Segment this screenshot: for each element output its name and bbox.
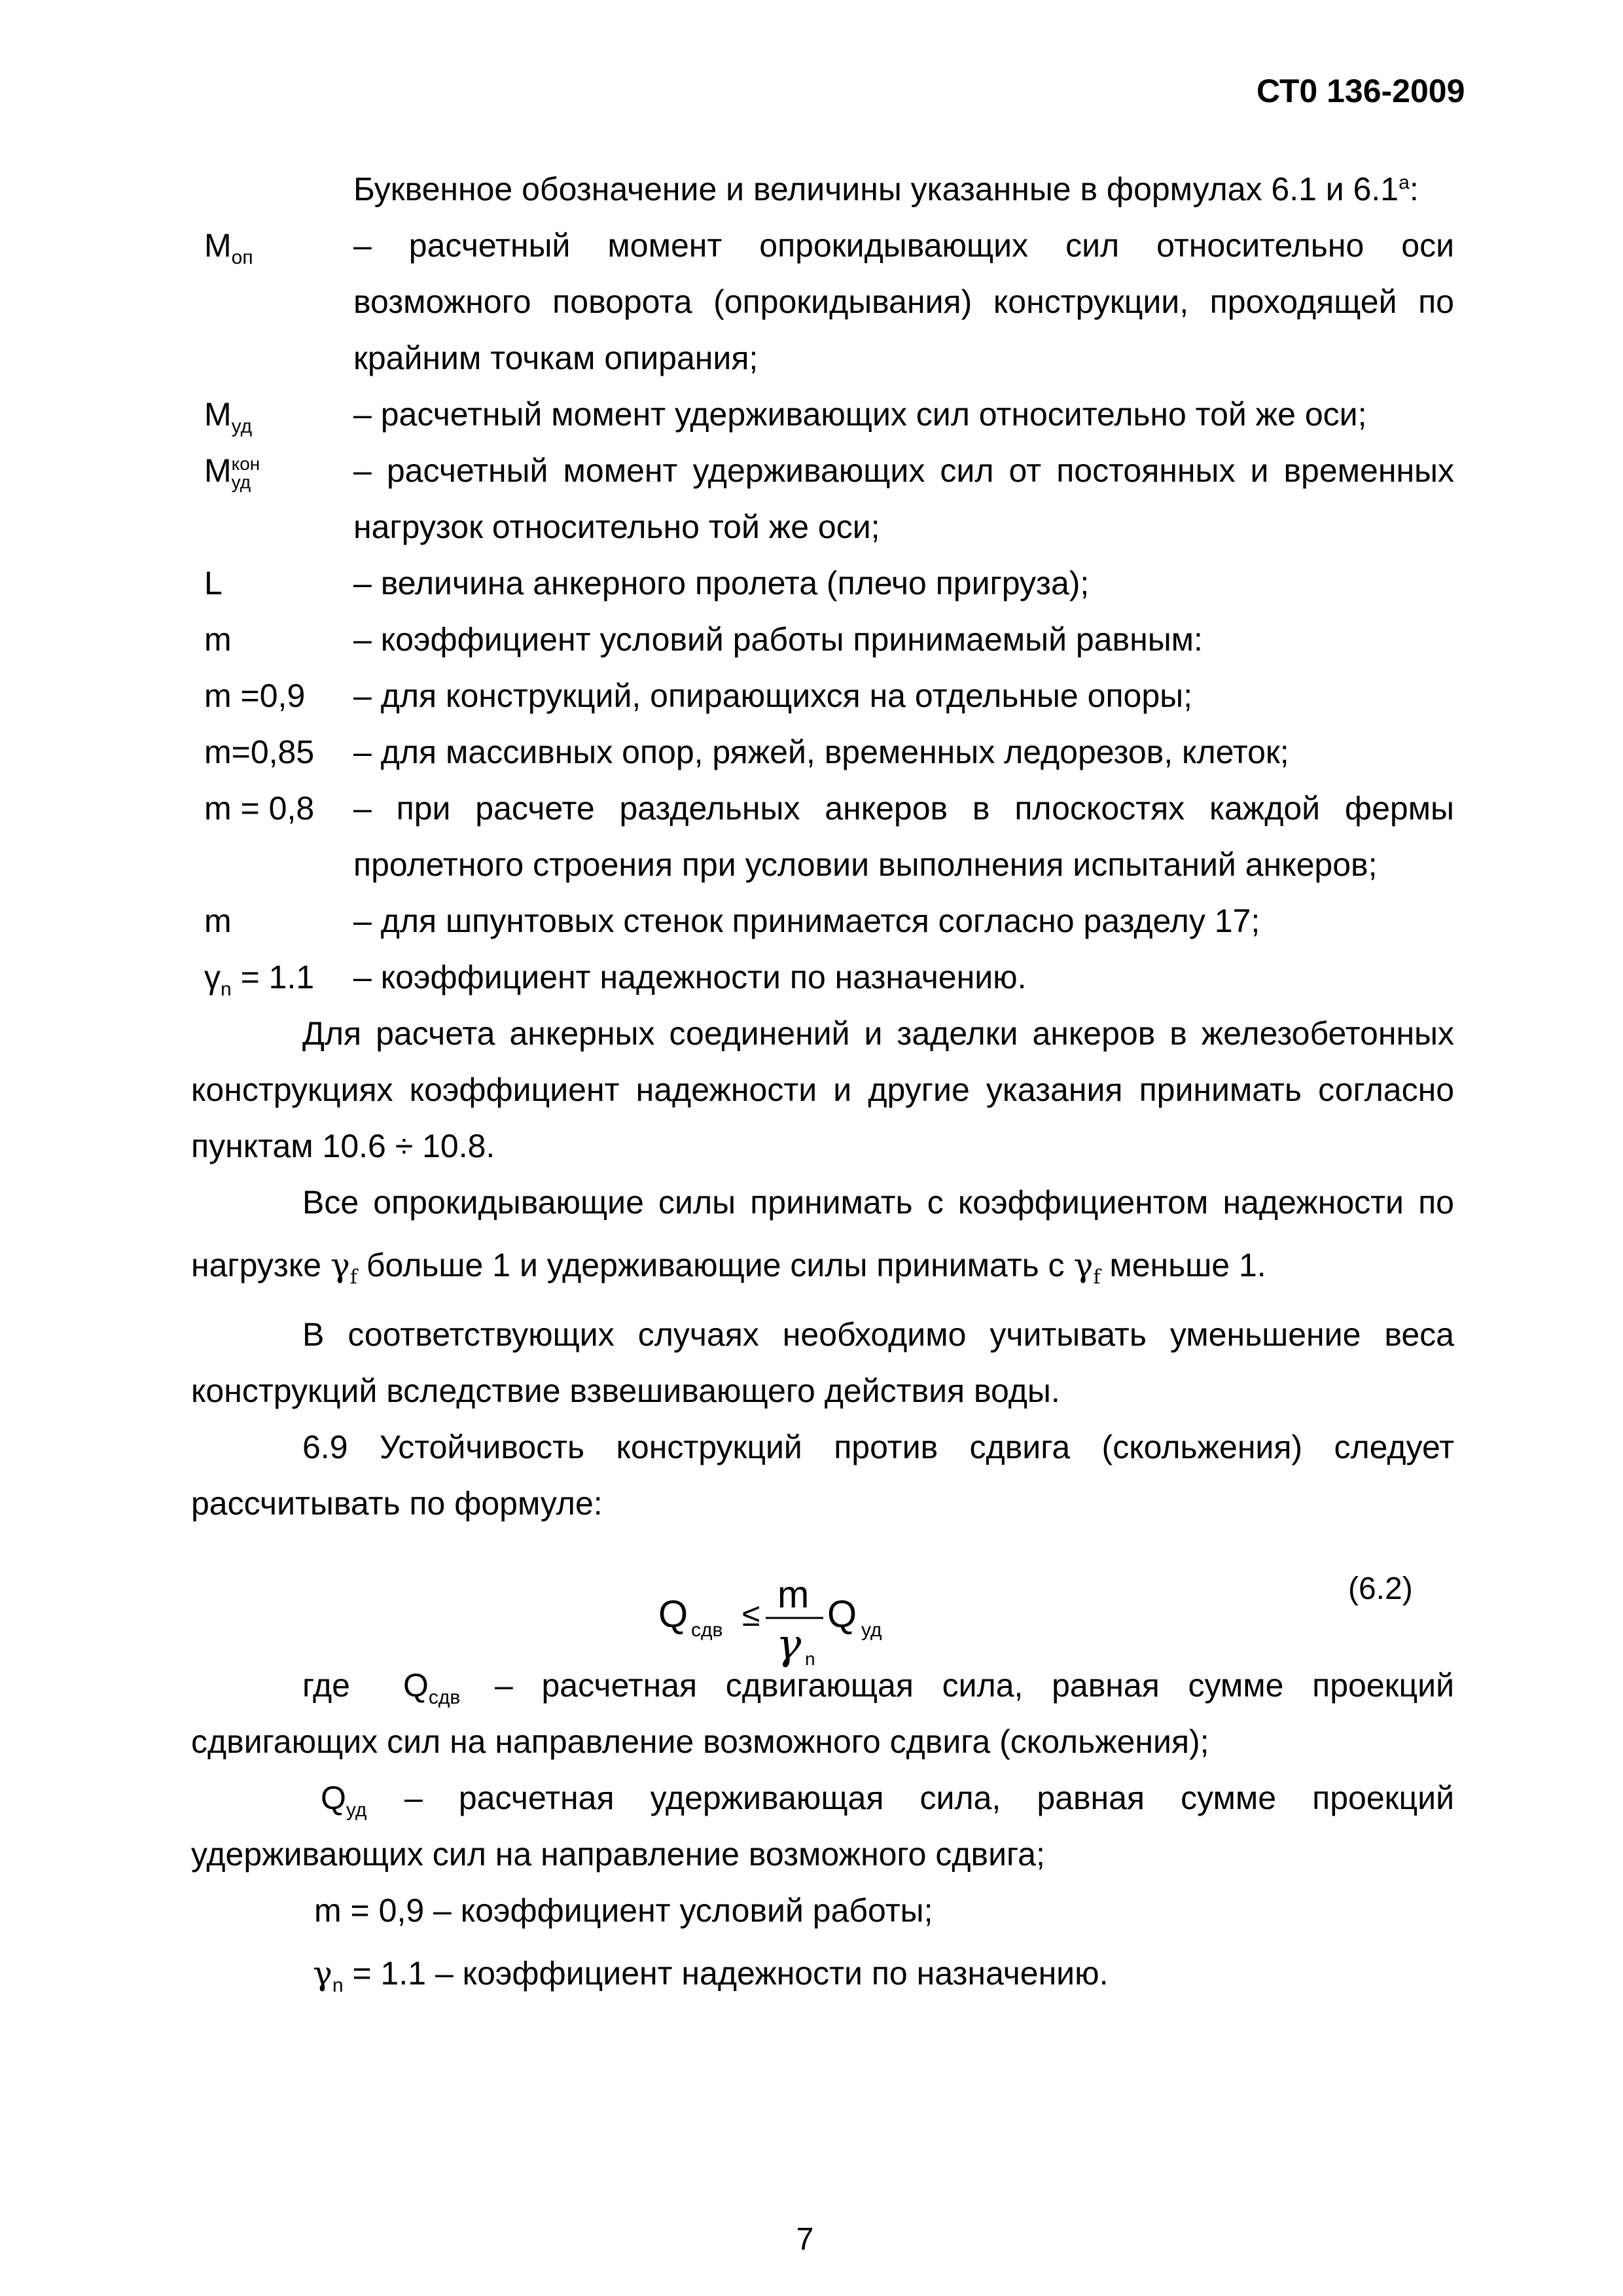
where-text: сдвигающих сил на направление возможного сдвига (скольжения);: [191, 1723, 1209, 1760]
paragraph-line: пунктам 10.6 ÷ 10.8.: [191, 1128, 495, 1164]
definition-text: – для массивных опор, ряжей, временных ледорезов, клеток;: [353, 734, 1289, 770]
definition-symbol: m: [204, 621, 232, 658]
where-label: где: [302, 1667, 350, 1704]
definition-text: – коэффициент условий работы принимаемый равным:: [353, 621, 1203, 658]
definition-symbol: m=0,85: [204, 734, 315, 770]
formula-number: (6.2): [1348, 1571, 1413, 1606]
formula-operator: ≤: [742, 1596, 760, 1633]
definition-symbol: $М_{уд}$: [204, 396, 253, 437]
definition-text: – для шпунтовых стенок принимается согласно разделу 17;: [353, 903, 1260, 939]
where-text: – расчетная удерживающая сила, равная сумме проекций: [404, 1780, 1454, 1816]
where-gamma-line: $\gamma_n = 1.1$ – коэффициент надежности по назначению.: [313, 1954, 1109, 1996]
intro-text: Буквенное обозначение и величины указанные в формулах 6.1 и $6.1^а$:: [353, 171, 1419, 207]
definition-symbol: $М_{оп}$: [204, 227, 253, 268]
paragraph-line: 6.9 Устойчивость конструкций против сдвига (скольжения) следует: [302, 1429, 1454, 1465]
definition-text: – коэффициент надежности по назначению.: [353, 959, 1027, 996]
where-text: удерживающих сил на направление возможного сдвига;: [191, 1836, 1045, 1873]
where-text: – расчетная сдвигающая сила, равная сумме проекций: [495, 1667, 1454, 1704]
definition-text: крайним точкам опирания;: [353, 340, 758, 376]
definition-text: – для конструкций, опирающихся на отдельные опоры;: [353, 677, 1192, 714]
formula-rhs-sub: уд: [861, 1619, 882, 1641]
definition-symbol: М кон уд: [204, 452, 260, 492]
formula-6-2: [654, 1550, 916, 1681]
definition-symbol: m: [204, 903, 232, 939]
definition-text: – расчетный момент опрокидывающих сил относительно оси: [353, 227, 1454, 264]
page-number: 7: [796, 2222, 814, 2257]
paragraph-line: конструкций вследствие взвешивающего действия воды.: [191, 1372, 1060, 1409]
definition-text: возможного поворота (опрокидывания) конструкции, проходящей по: [353, 283, 1454, 320]
formula-denominator: γ: [776, 1621, 802, 1669]
definition-symbol: $\gamma_n = 1.1$: [204, 959, 315, 1000]
definition-symbol: m = 0,8: [204, 790, 315, 827]
paragraph-line: В соответствующих случаях необходимо учитывать уменьшение веса: [302, 1316, 1454, 1353]
where-m-line: m = 0,9 – коэффициент условий работы;: [314, 1892, 933, 1929]
formula-numerator: m: [777, 1573, 810, 1616]
document-code: СТ0 136-2009: [1257, 73, 1465, 109]
where-symbol: $Q_{сдв}$: [403, 1667, 461, 1708]
formula-rhs: Q: [827, 1593, 857, 1636]
paragraph-line: Все опрокидывающие силы принимать с коэффициентом надежности по: [302, 1184, 1454, 1221]
formula-lhs: Q: [658, 1593, 688, 1636]
definition-symbol: m =0,9: [204, 677, 306, 714]
formula-denominator-sub: n: [805, 1649, 815, 1669]
paragraph-line: нагрузке $\gamma_f$ больше 1 и удерживающие силы принимать с $\gamma_f$ меньше 1.: [191, 1246, 1266, 1289]
definition-text: – расчетный момент удерживающих сил относительно той же оси;: [353, 396, 1367, 433]
definition-text: – величина анкерного пролета (плечо пригруза);: [353, 565, 1090, 601]
paragraph-line: Для расчета анкерных соединений и заделки анкеров в железобетонных: [302, 1015, 1454, 1052]
formula-lhs-sub: сдв: [691, 1619, 723, 1641]
definition-text: – расчетный момент удерживающих сил от постоянных и временных: [353, 452, 1454, 489]
paragraph-line: конструкциях коэффициент надежности и другие указания принимать согласно: [191, 1071, 1454, 1108]
paragraph-line: рассчитывать по формуле:: [191, 1485, 603, 1522]
definition-symbol: L: [204, 565, 223, 601]
definition-text: нагрузок относительно той же оси;: [353, 509, 880, 545]
where-symbol: $Q_{уд}$: [321, 1780, 367, 1821]
definition-text: пролетного строения при условии выполнения испытаний анкеров;: [353, 846, 1378, 883]
definition-text: – при расчете раздельных анкеров в плоскостях каждой фермы: [353, 790, 1454, 827]
